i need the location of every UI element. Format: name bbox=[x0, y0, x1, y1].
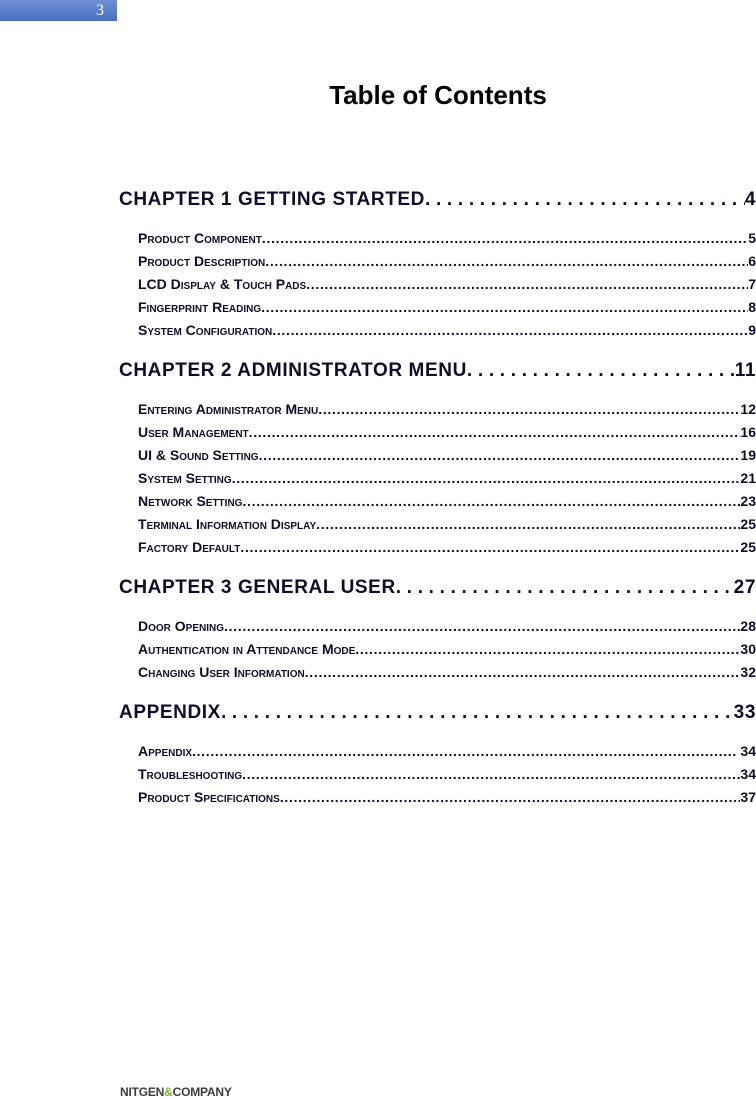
entry-page-number: 32 bbox=[740, 664, 756, 680]
toc-entry[interactable] bbox=[119, 661, 756, 684]
toc-entry[interactable] bbox=[119, 638, 756, 661]
dot-leader bbox=[425, 184, 745, 215]
chapter-label: CHAPTER 3 GENERAL USER bbox=[119, 577, 396, 598]
dot-leader bbox=[240, 536, 740, 559]
entry-page-number: 34 bbox=[740, 743, 756, 759]
dot-leader bbox=[306, 273, 748, 296]
entry-label: Appendix bbox=[138, 743, 193, 759]
dot-leader bbox=[396, 572, 734, 603]
entry-label: Door Opening bbox=[138, 618, 225, 634]
toc-entry[interactable] bbox=[119, 490, 756, 513]
toc-entry[interactable] bbox=[119, 536, 756, 559]
logo-text-left: NITGEN bbox=[120, 1085, 165, 1099]
chapter-page-number: 33 bbox=[733, 702, 756, 723]
toc-entry[interactable] bbox=[119, 227, 756, 250]
dot-leader bbox=[467, 355, 735, 386]
entry-page-number: 7 bbox=[748, 276, 756, 292]
toc-entry[interactable] bbox=[119, 786, 756, 809]
entry-label: Entering Administrator Menu bbox=[138, 401, 319, 417]
dot-leader bbox=[242, 490, 740, 513]
toc-entry[interactable] bbox=[119, 319, 756, 342]
dot-leader bbox=[262, 227, 748, 250]
dot-leader bbox=[272, 319, 748, 342]
toc-entry[interactable] bbox=[119, 740, 756, 763]
entry-label: UI & Sound Setting bbox=[138, 447, 259, 463]
toc-entry[interactable] bbox=[119, 467, 756, 490]
company-logo bbox=[120, 1085, 232, 1099]
entry-page-number: 21 bbox=[740, 470, 756, 486]
dot-leader bbox=[261, 296, 748, 319]
entry-label: Product Specifications bbox=[138, 789, 280, 805]
toc-chapter-1[interactable] bbox=[119, 184, 756, 215]
chapter-page-number: 4 bbox=[744, 189, 756, 210]
dot-leader bbox=[242, 763, 740, 786]
logo-text-right: COMPANY bbox=[172, 1085, 232, 1099]
dot-leader bbox=[265, 250, 748, 273]
dot-leader bbox=[224, 615, 740, 638]
entry-page-number: 19 bbox=[740, 447, 756, 463]
entry-label: Fingerprint Reading bbox=[138, 299, 262, 315]
entry-page-number: 25 bbox=[740, 539, 756, 555]
page-title: Table of Contents bbox=[329, 80, 547, 110]
toc-entry[interactable] bbox=[119, 444, 756, 467]
toc-entry[interactable] bbox=[119, 296, 756, 319]
dot-leader bbox=[259, 444, 741, 467]
table-of-contents bbox=[119, 184, 756, 809]
entry-label: Authentication in Attendance Mode bbox=[138, 641, 356, 657]
entry-label: Changing User Information bbox=[138, 664, 305, 680]
chapter-label: CHAPTER 2 ADMINISTRATOR MENU bbox=[119, 360, 467, 381]
toc-chapter-2[interactable] bbox=[119, 355, 756, 386]
dot-leader bbox=[280, 786, 741, 809]
dot-leader bbox=[249, 421, 741, 444]
entry-label: Product Description bbox=[138, 253, 266, 269]
toc-entry[interactable] bbox=[119, 763, 756, 786]
dot-leader bbox=[232, 467, 741, 490]
entry-label: User Management bbox=[138, 424, 249, 440]
dot-leader bbox=[355, 638, 740, 661]
toc-chapter-appendix[interactable] bbox=[119, 697, 756, 728]
entry-page-number: 23 bbox=[740, 493, 756, 509]
dot-leader bbox=[318, 398, 740, 421]
toc-entry[interactable] bbox=[119, 615, 756, 638]
entry-label: Troubleshooting bbox=[138, 766, 243, 782]
entry-page-number: 5 bbox=[748, 230, 756, 246]
chapter-label: CHAPTER 1 GETTING STARTED bbox=[119, 189, 425, 210]
toc-entry[interactable] bbox=[119, 250, 756, 273]
chapter-page-number: 11 bbox=[734, 360, 756, 381]
entry-page-number: 25 bbox=[740, 516, 756, 532]
dot-leader bbox=[192, 740, 740, 763]
logo-ampersand: & bbox=[164, 1085, 173, 1099]
entry-page-number: 12 bbox=[740, 401, 756, 417]
entry-label: System Configuration bbox=[138, 322, 273, 338]
entry-label: Terminal Information Display bbox=[138, 516, 317, 532]
entry-label: Product Component bbox=[138, 230, 262, 246]
chapter-page-number: 27 bbox=[733, 577, 756, 598]
dot-leader bbox=[221, 697, 734, 728]
entry-page-number: 8 bbox=[748, 299, 756, 315]
dot-leader bbox=[305, 661, 741, 684]
entry-page-number: 37 bbox=[740, 789, 756, 805]
chapter-label: APPENDIX bbox=[119, 702, 221, 723]
entry-label: System Setting bbox=[138, 470, 232, 486]
entry-page-number: 34 bbox=[740, 766, 756, 782]
toc-chapter-3[interactable] bbox=[119, 572, 756, 603]
entry-page-number: 30 bbox=[740, 641, 756, 657]
entry-page-number: 9 bbox=[748, 322, 756, 338]
entry-page-number: 16 bbox=[740, 424, 756, 440]
page-number-tab: 3 bbox=[0, 0, 117, 21]
entry-page-number: 6 bbox=[748, 253, 756, 269]
entry-label: Factory Default bbox=[138, 539, 241, 555]
toc-entry[interactable] bbox=[119, 273, 756, 296]
entry-page-number: 28 bbox=[740, 618, 756, 634]
entry-label: LCD Display & Touch Pads bbox=[138, 276, 307, 292]
toc-entry[interactable] bbox=[119, 421, 756, 444]
dot-leader bbox=[316, 513, 740, 536]
toc-entry[interactable] bbox=[119, 398, 756, 421]
entry-label: Network Setting bbox=[138, 493, 243, 509]
toc-entry[interactable] bbox=[119, 513, 756, 536]
